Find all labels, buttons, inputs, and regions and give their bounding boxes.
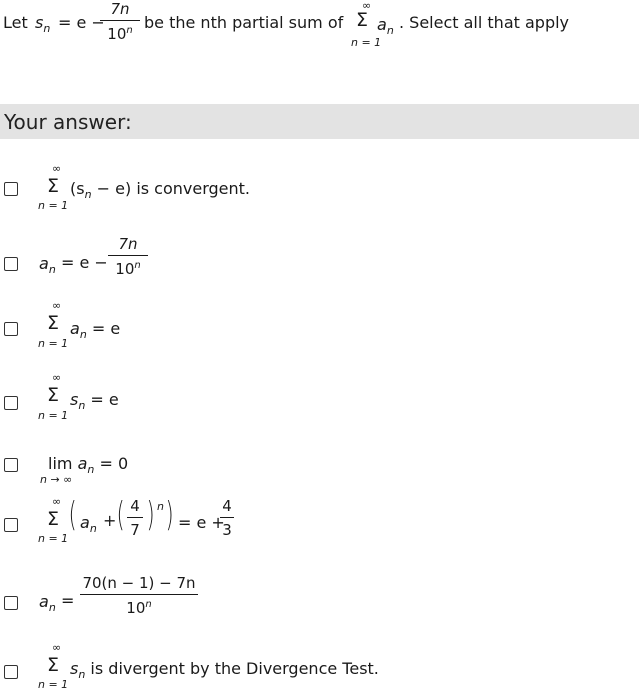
option-6-checkbox[interactable] [4, 518, 18, 532]
option-2-fraction: $\frac{7n}{10^n}$ [108, 237, 148, 277]
option-6-eq: = e + [178, 513, 225, 532]
option-7-a: $a_n$ [39, 592, 56, 614]
option-3-sum-lower: n = 1 [38, 337, 69, 350]
option-5-limit-under: n → ∞ [40, 473, 73, 486]
question-middle-text: be the nth partial sum of [144, 13, 344, 32]
option-6-sum-lower: n = 1 [38, 532, 69, 545]
option-6-exponent: n [157, 500, 164, 513]
option-6-left-paren: ( [68, 495, 77, 535]
option-3-sigma-icon: Σ [47, 312, 60, 334]
question-tail: . Select all that apply [399, 13, 570, 32]
question-a: $a_n$ [377, 15, 394, 37]
option-8-sum-lower: n = 1 [38, 678, 69, 691]
option-4-text: $s_n = e$ [70, 390, 119, 412]
option-4-sigma-icon: Σ [47, 384, 60, 406]
option-8-sigma-icon: Σ [47, 654, 60, 676]
option-8-sum-upper: ∞ [52, 641, 62, 654]
question-s: $s_n$ [35, 13, 51, 35]
option-6-sum-upper: ∞ [52, 495, 62, 508]
question-let: Let [3, 13, 28, 32]
option-3-text: $a_n = e$ [70, 319, 121, 341]
option-7-eq: = [61, 591, 75, 610]
option-3-sum-upper: ∞ [52, 299, 62, 312]
option-5-text: $\lim a_n = 0$ [48, 454, 129, 476]
option-4-checkbox[interactable] [4, 396, 18, 410]
option-2-a: $a_n$ [39, 254, 56, 276]
option-7-fraction: $\frac{70(n - 1) - 7n}{10^n}$ [80, 576, 198, 616]
question-fraction: $\frac{7n}{10^n}$ [100, 2, 140, 42]
option-6-a: $a_n$ [80, 513, 97, 535]
option-2-checkbox[interactable] [4, 257, 18, 271]
option-1-sum-upper: ∞ [52, 162, 62, 175]
option-1-sigma-icon: Σ [47, 175, 60, 197]
option-6-rhs-fraction: $\frac{4}{3}$ [220, 499, 234, 538]
option-1-sum-lower: n = 1 [38, 199, 69, 212]
answer-label: Your answer: [4, 110, 132, 134]
option-8-checkbox[interactable] [4, 665, 18, 679]
option-6-inner-left-paren: ( [116, 495, 125, 535]
question-sum-lower: n = 1 [351, 36, 382, 49]
option-6-inner-right-paren: ) [146, 495, 155, 535]
option-6-plus: + [103, 511, 117, 530]
option-5-checkbox[interactable] [4, 458, 18, 472]
question-sum-upper: ∞ [362, 0, 372, 12]
option-3-checkbox[interactable] [4, 322, 18, 336]
option-6-sigma-icon: Σ [47, 508, 60, 530]
option-4-sum-lower: n = 1 [38, 409, 69, 422]
question-eq-e-minus: = e − [58, 13, 105, 32]
option-1-text: $(s_n - e)$ is convergent. [70, 179, 251, 201]
option-1-checkbox[interactable] [4, 182, 18, 196]
option-2-eq: = e − [61, 253, 108, 272]
question-sigma-icon: Σ [356, 9, 369, 31]
option-7-checkbox[interactable] [4, 596, 18, 610]
option-6-inner-fraction: $\frac{4}{7}$ [127, 499, 143, 538]
option-8-text: $s_n$ is divergent by the Divergence Test. [70, 659, 379, 681]
option-4-sum-upper: ∞ [52, 371, 62, 384]
option-6-right-paren: ) [165, 495, 174, 535]
